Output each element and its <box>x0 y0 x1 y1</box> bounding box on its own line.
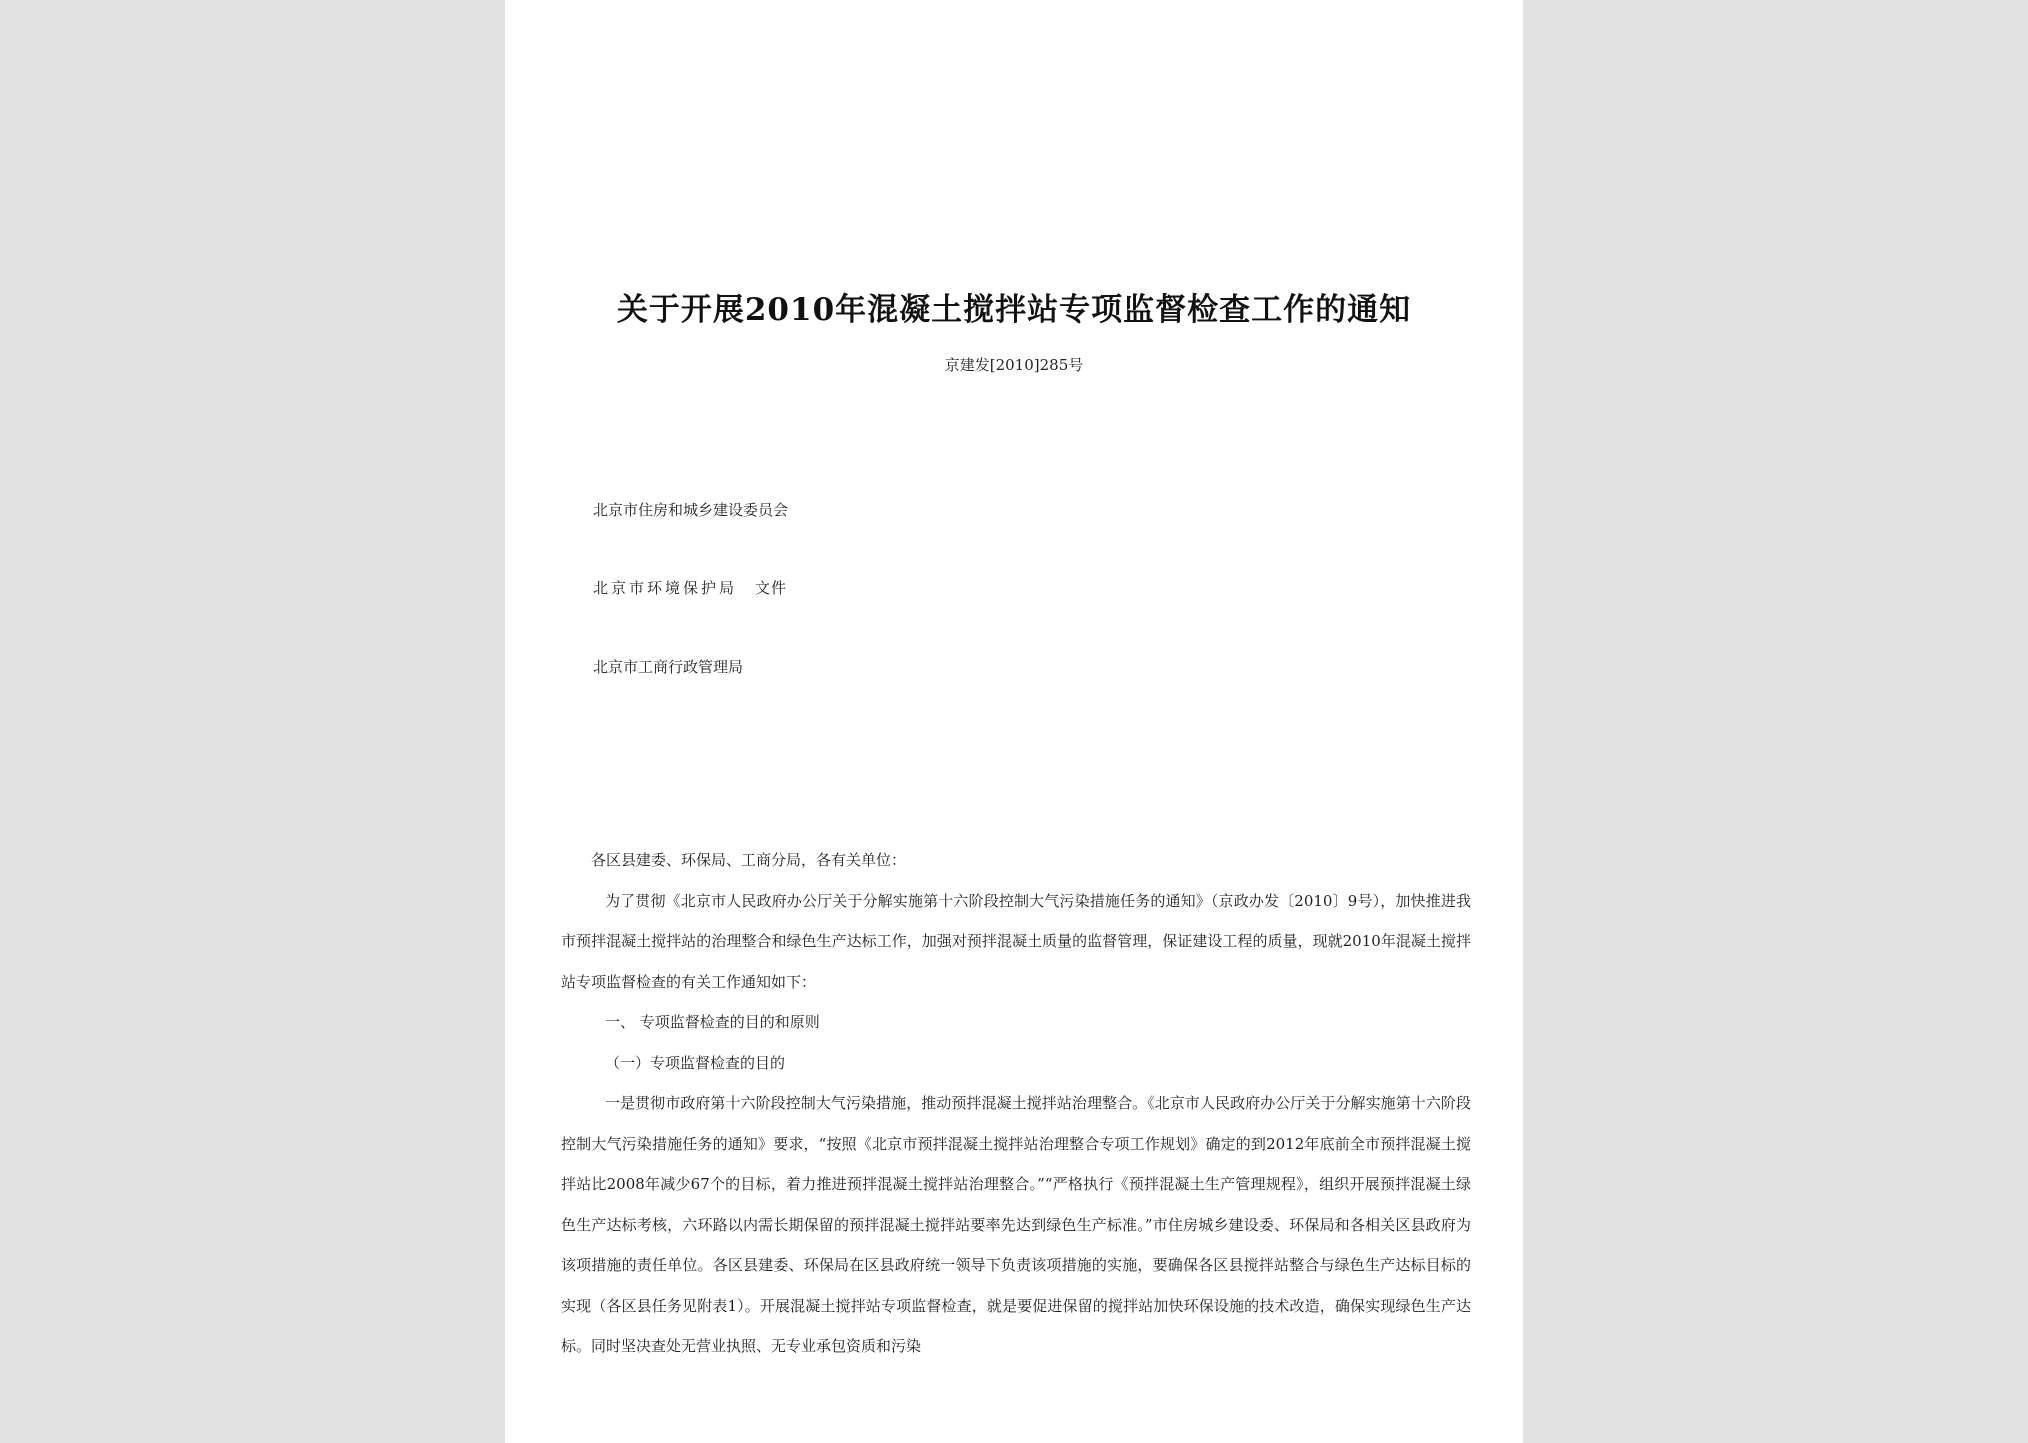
issuer-housing-commission: 北京市住房和城乡建设委员会 <box>593 501 789 519</box>
document-title: 关于开展2010年混凝土搅拌站专项监督检查工作的通知 <box>616 292 1412 328</box>
issuer-environment-bureau <box>593 578 787 598</box>
issuer-document-suffix: 文件 <box>755 579 788 597</box>
document-page <box>505 0 1523 1443</box>
body-paragraph: 一是贯彻市政府第十六阶段控制大气污染措施，推动预拌混凝土搅拌站治理整合。《北京市人民政府办公厅关于分解实施第十六阶段控制大气污染措施任务的通知》要求，“按照《北京市预拌混凝土搅拌站治理整合专项工作规划》确定的到2012年底前全市预拌混凝土搅拌站比2008年减少67个的目标，着力推进预拌混凝土搅拌站治理整合。”“严格执行《预拌混凝土生产管理规程》，组织开展预拌混凝土绿色生产达标考核，六环路以内需长期保留的预拌混凝土搅拌站要率先达到绿色生产标准。”市住房城乡建设委、环保局和各相关区县政府为该项措施的责任单位。各区县建委、环保局在区县政府统一领导下负责该项措施的实施，要确保各区县搅拌站整合与绿色生产达标目标的实现（各区县任务见附表1）。开展混凝土搅拌站专项监督检查，就是要促进保留的搅拌站加快环保设施的技术改造，确保实现绿色生产达标。同时坚决查处无营业执照、无专业承包资质和污染 <box>561 1094 1471 1355</box>
salutation: 各区县建委、环保局、工商分局，各有关单位： <box>591 851 907 869</box>
subsection-heading: （一）专项监督检查的目的 <box>605 1053 786 1072</box>
document-number: 京建发[2010]285号 <box>944 356 1084 374</box>
document-body <box>561 840 1471 1367</box>
issuer-environment-bureau-name: 北京市环境保护局 <box>593 579 738 597</box>
section-heading: 一、 专项监督检查的目的和原则 <box>605 1013 820 1031</box>
issuer-commerce-bureau: 北京市工商行政管理局 <box>593 658 744 676</box>
body-paragraph: 为了贯彻《北京市人民政府办公厅关于分解实施第十六阶段控制大气污染措施任务的通知》（京政办发〔2010〕9号），加快推进我市预拌混凝土搅拌站的治理整合和绿色生产达标工作，加强对预拌混凝土质量的监督管理，保证建设工程的质量，现就2010年混凝土搅拌站专项监督检查的有关工作通知如下： <box>561 891 1471 991</box>
